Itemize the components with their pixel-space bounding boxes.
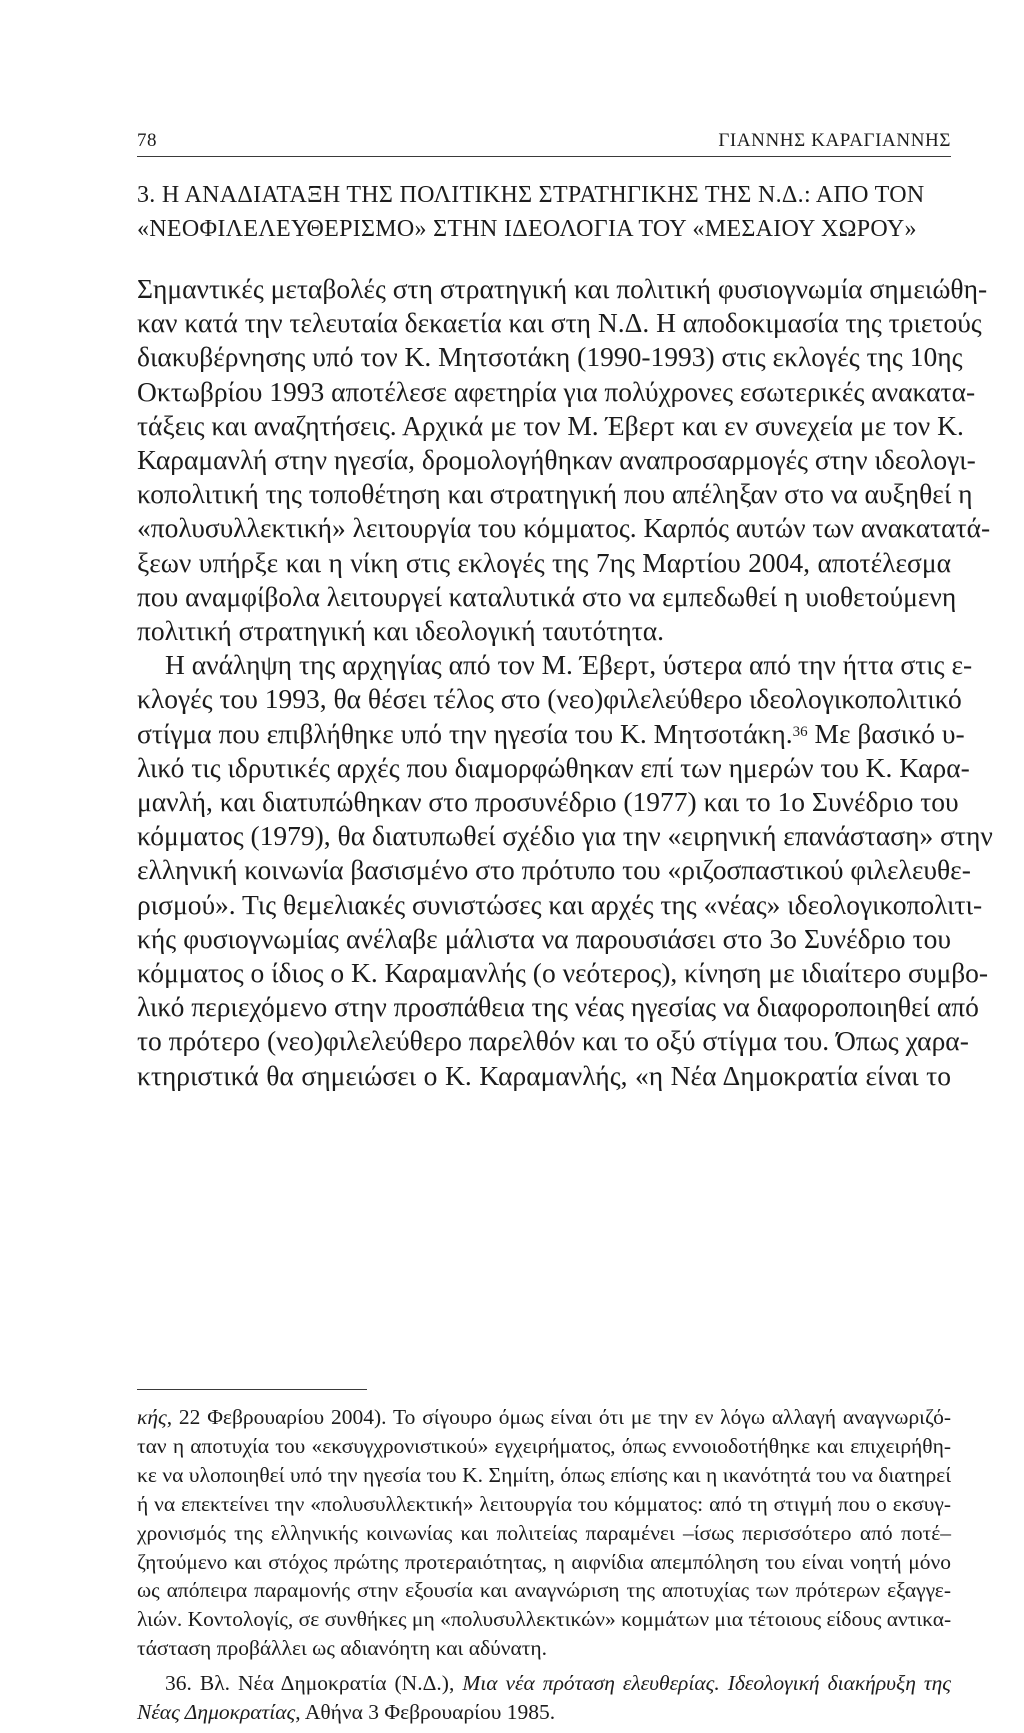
footnote-line: ως απόπειρα παραμονής στην εξουσία και αναγνώριση της αποτυχίας των πρότερων εξαγγε-	[137, 1578, 951, 1603]
paragraph-2	[137, 648, 993, 1093]
body-text	[137, 272, 993, 1093]
text-line: πολιτική στρατηγική και ιδεολογική ταυτότητα.	[137, 615, 665, 647]
text-line: κοπολιτική της τοποθέτηση και στρατηγική που απέληξαν στο να αυξηθεί η	[137, 478, 973, 510]
text-line: καν κατά την τελευταία δεκαετία και στη Ν.Δ. Η αποδοκιμασία της τριετούς	[137, 307, 982, 339]
footnote-title: Νέας Δημοκρατίας	[137, 1700, 296, 1725]
text-line: λικό τις ιδρυτικές αρχές που διαμορφώθηκαν επί των ημερών του Κ. Καρα-	[137, 751, 970, 783]
text-line: Καραμανλή στην ηγεσία, δρομολογήθηκαν αναπροσαρμογές στην ιδεολογι-	[137, 444, 976, 476]
footnotes	[137, 1403, 951, 1733]
footnote-prefix: 36. Βλ. Νέα Δημοκρατία (Ν.Δ.),	[165, 1671, 463, 1696]
footnote-reference-36[interactable]: 36	[792, 723, 808, 740]
section-heading-line: 3. Η ΑΝΑΔΙΑΤΑΞΗ ΤΗΣ ΠΟΛΙΤΙΚΗΣ ΣΤΡΑΤΗΓΙΚΗΣ ΤΗΣ Ν.Δ.: ΑΠΟ ΤΟΝ	[137, 182, 925, 208]
text-line: ελληνική κοινωνία βασισμένο στο πρότυπο του «ριζοσπαστικού φιλελευθε-	[137, 854, 971, 886]
footnote-separator	[137, 1389, 367, 1390]
text-line: κτηριστικά θα σημειώσει ο Κ. Καραμανλής, «η Νέα Δημοκρατία είναι το	[137, 1059, 951, 1091]
text-line: κόμματος (1979), θα διατυπωθεί σχέδιο για την «ειρηνική επανάσταση» στην	[137, 820, 993, 852]
paragraph-1	[137, 272, 991, 648]
footnote-36	[137, 1669, 951, 1727]
footnote-suffix: , Αθήνα 3 Φεβρουαρίου 1985.	[295, 1700, 556, 1725]
footnote-line: ή να επεκτείνει την «πολυσυλλεκτική» λειτουργία του κόμματος: από τη στιγμή που ο εκσυγ-	[137, 1491, 951, 1516]
footnote-line	[137, 1403, 951, 1432]
footnote-line: κε να υλοποιηθεί υπό την ηγεσία του Κ. Σημίτη, όπως επίσης και η ικανότητά του να διατηρεί	[137, 1462, 951, 1487]
text-line: κής φυσιογνωμίας ανέλαβε μάλιστα να παρουσιάσει στο 3ο Συνέδριο του	[137, 922, 951, 954]
text-line: Η ανάληψη της αρχηγίας από τον Μ. Έβερτ, ύστερα από την ήττα στις ε-	[165, 649, 973, 681]
text-fragment: Με βασικό υ-	[807, 717, 965, 749]
footnote-line: ταν η αποτυχία του «εκσυγχρονιστικού» εγχειρήματος, όπως εννοιοδοτήθηκε και επιχειρήθη-	[137, 1433, 951, 1458]
text-line: το πρότερο (νεο)φιλελεύθερο παρελθόν και το οξύ στίγμα του. Όπως χαρα-	[137, 1025, 969, 1057]
footnote-line: χρονισμός της ελληνικής κοινωνίας και πολιτείας παραμένει –ίσως περισσότερο από ποτέ–	[137, 1520, 951, 1545]
text-line: διακυβέρνησης υπό τον Κ. Μητσοτάκη (1990-1993) στις εκλογές της 10ης	[137, 341, 963, 373]
text-line: κλογές του 1993, θα θέσει τέλος στο (νεο)φιλελεύθερο ιδεολογικοπολιτικό	[137, 683, 962, 715]
text-fragment: , 22 Φεβρουαρίου 2004). Το σίγουρο όμως είναι ότι με την εν λόγω αλλαγή αναγνωριζό-	[166, 1405, 951, 1429]
text-line: λικό περιεχόμενο στην προσπάθεια της νέας ηγεσίας να διαφοροποιηθεί από	[137, 991, 979, 1023]
text-line: Οκτωβρίου 1993 αποτέλεσε αφετηρία για πολύχρονες εσωτερικές ανακατα-	[137, 375, 976, 407]
footnote-continued	[137, 1403, 951, 1663]
section-heading	[137, 178, 951, 246]
footnote-line: ζητούμενο και στόχος πρώτης προτεραιότητας, η αιφνίδια απεμπόληση του είναι νοητή μόνο	[137, 1549, 951, 1574]
running-header-author: ΓΙΑΝΝΗΣ ΚΑΡΑΓΙΑΝΝΗΣ	[718, 130, 951, 151]
text-line: ξεων υπήρξε και η νίκη στις εκλογές της 7ης Μαρτίου 2004, αποτέλεσμα	[137, 546, 951, 578]
page-number: 78	[137, 130, 157, 151]
text-line: ρισμού». Τις θεμελιακές συνιστώσες και αρχές της «νέας» ιδεολογικοπολιτι-	[137, 888, 983, 920]
text-fragment: στίγμα που επιβλήθηκε υπό την ηγεσία του Κ. Μητσοτάκη.	[137, 717, 793, 749]
footnote-line	[137, 1698, 951, 1727]
text-line-with-footnote-ref	[137, 717, 965, 751]
section-heading-line: «ΝΕΟΦΙΛΕΛΕΥΘΕΡΙΣΜΟ» ΣΤΗΝ ΙΔΕΟΛΟΓΙΑ ΤΟΥ «ΜΕΣΑΙΟΥ ΧΩΡΟΥ»	[137, 216, 917, 242]
text-line: Σημαντικές μεταβολές στη στρατηγική και πολιτική φυσιογνωμία σημειώθη-	[137, 273, 988, 304]
text-line: τάξεις και αναζητήσεις. Αρχικά με τον Μ. Έβερτ και εν συνεχεία με τον Κ.	[137, 409, 964, 441]
footnote-line: λιών. Κοντολογίς, σε συνθήκες μη «πολυσυλλεκτικών» κομμάτων μια τέτοιους είδους αντικα-	[137, 1607, 952, 1632]
text-line: κόμματος ο ίδιος ο Κ. Καραμανλής (ο νεότερος), κίνηση με ιδιαίτερο συμβο-	[137, 957, 989, 989]
text-line: «πολυσυλλεκτική» λειτουργία του κόμματος. Καρπός αυτών των ανακατατά-	[137, 512, 991, 544]
footnote-line	[137, 1669, 951, 1698]
footnote-title: Μια νέα πρόταση ελευθερίας. Ιδεολογική διακήρυξη της	[462, 1671, 951, 1696]
running-header	[137, 128, 951, 157]
italic-fragment: κής	[137, 1405, 167, 1429]
text-line: μανλή, και διατυπώθηκαν στο προσυνέδριο (1977) και το 1ο Συνέδριο του	[137, 786, 959, 818]
text-line: που αναμφίβολα λειτουργεί καταλυτικά στο να εμπεδωθεί η υιοθετούμενη	[137, 580, 957, 612]
footnote-line: τάσταση προβάλλει ως αδιανόητη και αδύνατη.	[137, 1636, 547, 1661]
